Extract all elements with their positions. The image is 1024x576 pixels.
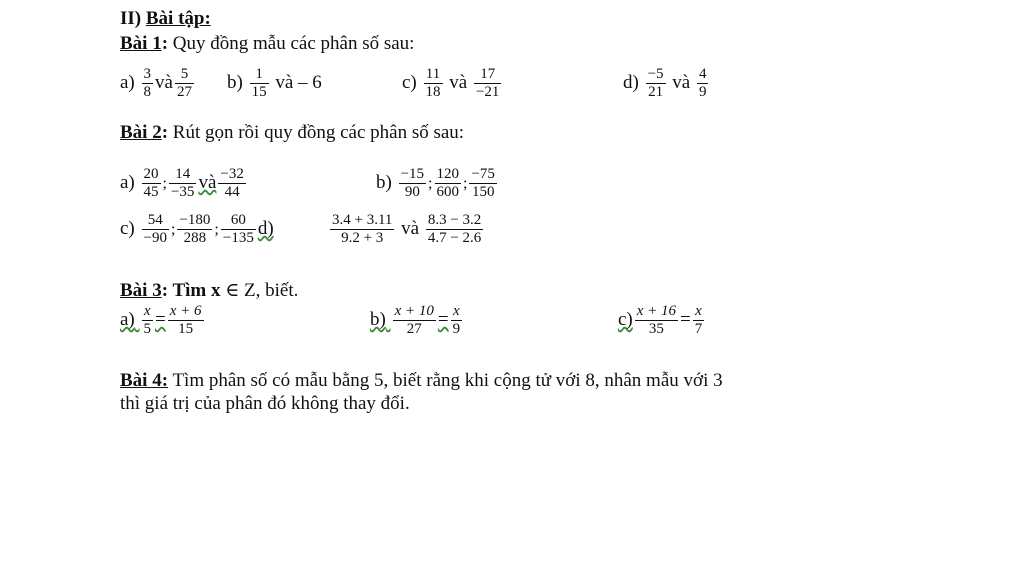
word-va: và — [449, 71, 468, 93]
bai1-d — [623, 66, 710, 101]
bai3-rest: ∈ Z, biết. — [220, 280, 299, 301]
word-va: và — [672, 71, 691, 93]
fraction — [646, 66, 666, 101]
bai2-c — [120, 212, 274, 247]
bai4-text-2: thì giá trị của phân đó không thay đổi. — [120, 393, 410, 414]
bai2-d-label: d) — [257, 217, 274, 239]
bai1-c-label: c) — [402, 71, 417, 93]
numerator: x + 10 — [394, 303, 434, 319]
denominator: 5 — [143, 321, 152, 337]
denominator: 45 — [143, 184, 159, 200]
separator: ; — [428, 174, 433, 192]
fraction — [168, 303, 204, 338]
bai1-b — [227, 66, 322, 101]
denominator: 90 — [404, 184, 420, 200]
section-heading — [120, 8, 211, 30]
bai3-tim: Tìm — [168, 280, 211, 301]
bai2-a — [120, 166, 248, 201]
numerator: 20 — [143, 166, 159, 182]
numerator: 5 — [175, 66, 194, 84]
bai4-label: Bài 4: — [120, 370, 169, 391]
fraction — [142, 166, 161, 201]
numerator: x — [451, 303, 463, 321]
fraction — [142, 212, 169, 247]
bai3-a-label: a) — [120, 308, 135, 330]
bai2-b-label: b) — [376, 171, 392, 193]
denominator: 27 — [406, 321, 422, 337]
numerator: 3.4 + 3.11 — [332, 212, 393, 228]
numerator: −75 — [471, 166, 495, 182]
denominator: 35 — [648, 321, 664, 337]
separator: ; — [170, 220, 176, 238]
denominator: 9 — [698, 84, 707, 100]
section-title: Bài tập: — [145, 8, 211, 29]
fraction — [399, 166, 426, 201]
numerator: 54 — [142, 212, 169, 230]
denominator: 288 — [183, 230, 207, 246]
fraction — [330, 212, 394, 247]
bai3-a — [120, 303, 370, 338]
numerator: 14 — [169, 166, 196, 184]
numerator: 120 — [436, 166, 459, 182]
bai3-b-label: b) — [370, 308, 386, 330]
bai3-c — [618, 303, 706, 338]
word-va: và — [198, 171, 217, 193]
fraction — [393, 303, 436, 338]
denominator: 9.2 + 3 — [341, 230, 384, 246]
denominator: −35 — [170, 184, 195, 200]
numerator: x — [142, 303, 154, 321]
separator: ; — [463, 174, 468, 192]
denominator: −21 — [475, 84, 500, 100]
bai2-d — [328, 212, 485, 247]
numerator: 1 — [250, 66, 269, 84]
numerator: x + 16 — [636, 303, 677, 319]
bai2-b — [376, 166, 499, 201]
denominator: 21 — [648, 84, 664, 100]
word-va: và — [401, 217, 420, 239]
bai3-b — [370, 303, 620, 338]
bai1-b-rest: và – 6 — [275, 71, 322, 93]
word-va: và — [155, 71, 173, 93]
numerator: 11 — [424, 66, 443, 84]
bai3-colon: : — [161, 280, 169, 301]
bai1-a — [120, 66, 196, 101]
bai3-c-label: c) — [618, 308, 633, 330]
denominator: 18 — [425, 84, 441, 100]
bai1-heading — [120, 33, 414, 55]
bai1-text: Quy đồng mẫu các phân số sau: — [168, 33, 415, 54]
denominator: 150 — [471, 184, 495, 200]
bai3-heading — [120, 280, 298, 302]
fraction — [424, 66, 443, 101]
fraction — [697, 66, 709, 101]
denominator: 7 — [694, 321, 703, 337]
denominator: 9 — [452, 321, 461, 337]
denominator: 44 — [224, 184, 240, 200]
bai2-colon: : — [161, 122, 169, 143]
fraction — [435, 166, 462, 201]
numerator: x + 6 — [169, 303, 202, 319]
fraction — [169, 166, 196, 201]
denominator: 15 — [251, 84, 267, 100]
fraction — [142, 66, 154, 101]
bai1-d-label: d) — [623, 71, 639, 93]
numerator: x — [693, 303, 705, 321]
fraction — [177, 212, 212, 247]
numerator: −180 — [179, 212, 211, 228]
fraction — [175, 66, 194, 101]
denominator: 15 — [178, 321, 194, 337]
denominator: 27 — [176, 84, 192, 100]
numerator: −32 — [220, 166, 244, 182]
fraction — [426, 212, 483, 247]
fraction — [635, 303, 678, 338]
fraction — [451, 303, 463, 338]
numerator: 3 — [143, 66, 152, 82]
denominator: 8 — [143, 84, 152, 100]
equals-sign: = — [437, 308, 449, 330]
denominator: 600 — [436, 184, 459, 200]
bai2-c-label: c) — [120, 217, 135, 239]
separator: ; — [214, 220, 219, 238]
bai2-heading — [120, 122, 464, 144]
denominator: −90 — [143, 230, 167, 246]
denominator: 4.7 − 2.6 — [427, 230, 482, 246]
bai2-label: Bài 2 — [120, 122, 162, 143]
bai1-b-label: b) — [227, 71, 243, 93]
bai4-text-1: Tìm phân số có mẫu bằng 5, biết rằng khi cộng tử với 8, nhân mẫu với 3 — [168, 370, 723, 391]
equals-sign: = — [155, 308, 166, 330]
fraction — [142, 303, 154, 338]
section-roman: II) — [120, 8, 142, 29]
equals-sign: = — [680, 308, 691, 330]
separator: ; — [162, 174, 167, 192]
bai4-line1 — [120, 370, 723, 392]
bai4-line2 — [120, 393, 410, 415]
denominator: −135 — [222, 230, 254, 246]
numerator: 17 — [474, 66, 501, 84]
fraction — [218, 166, 245, 201]
fraction — [250, 66, 269, 101]
numerator: 8.3 − 3.2 — [427, 212, 482, 228]
bai3-x: x — [210, 280, 221, 301]
numerator: 60 — [221, 212, 256, 230]
bai1-a-label: a) — [120, 71, 135, 93]
numerator: −15 — [400, 166, 425, 182]
fraction — [693, 303, 705, 338]
bai1-c — [402, 66, 503, 101]
fraction — [221, 212, 256, 247]
fraction — [474, 66, 501, 101]
numerator: −5 — [647, 66, 664, 82]
fraction — [469, 166, 496, 201]
bai1-label: Bài 1 — [120, 33, 162, 54]
bai2-text: Rút gọn rồi quy đồng các phân số sau: — [168, 122, 465, 143]
bai2-a-label: a) — [120, 171, 135, 193]
numerator: 4 — [698, 66, 707, 82]
bai3-label: Bài 3 — [120, 280, 162, 301]
bai1-colon: : — [161, 33, 169, 54]
